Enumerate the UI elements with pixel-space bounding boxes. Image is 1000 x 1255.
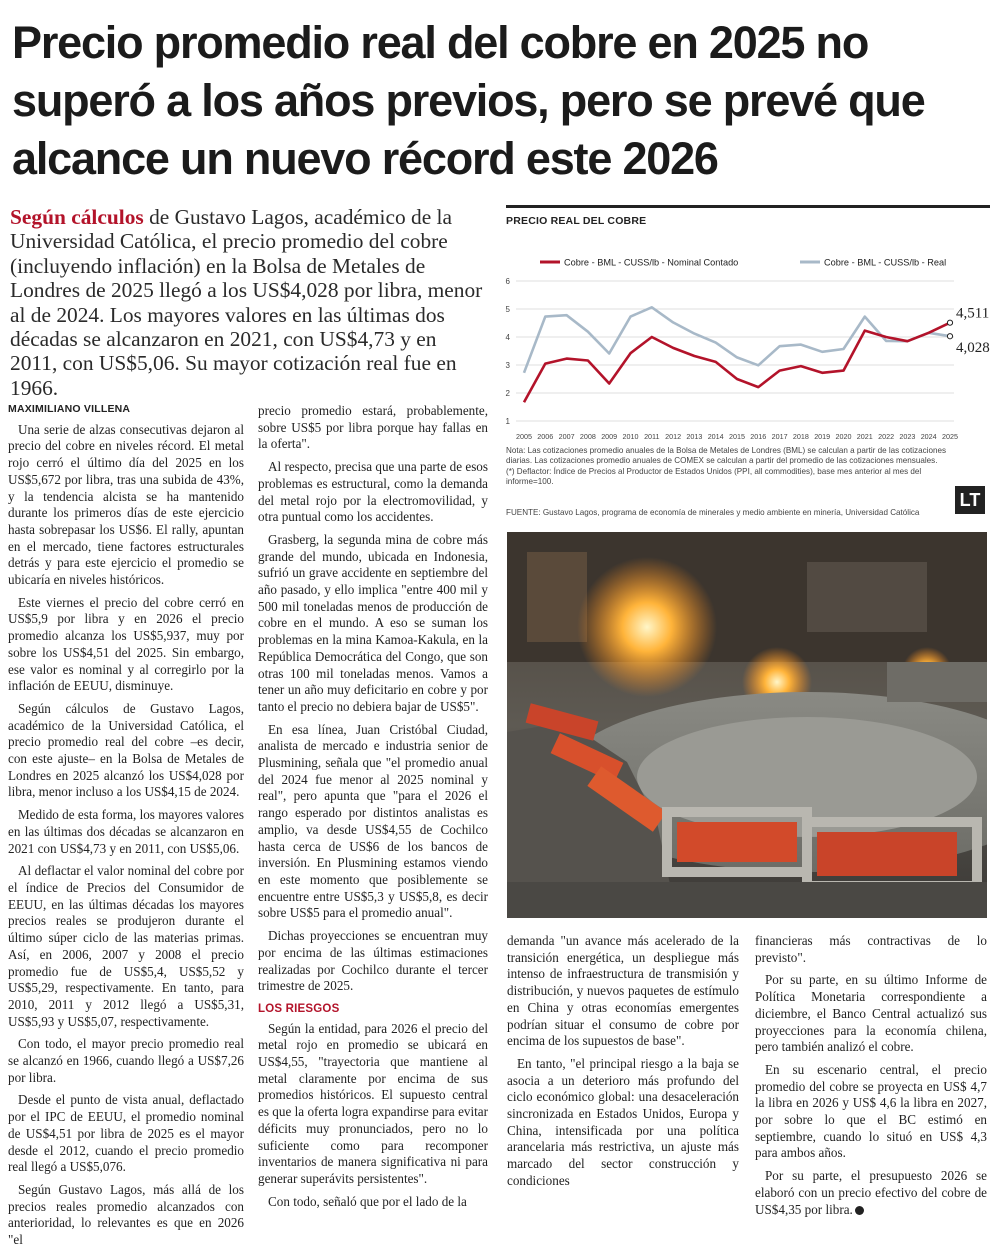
end-point [947,334,952,339]
x-tick-label: 2009 [601,432,618,441]
col1-paragraph: Este viernes el precio del cobre cerró en US$5,9 por libra y en 2026 el precio promedio alcanza los US$5,937, muy por sobre los US$4,51 del 2025. Sin embargo, ese valor es nominal y al corregirlo por la inflación de EEUU, disminuye. [8,594,244,694]
legend-label: Cobre - BML - CUSS/lb - Nominal Contado [564,257,739,268]
end-mark-icon [855,1206,864,1215]
col4-paragraph: En su escenario central, el precio promedio del cobre se proyecta en US$ 4,7 la libra en 2026 y US$ 4,6 la libra en 2027, por sobre lo que el BC estimó en septiembre, cuando lo situó en US$ 4,3 para ambos años. [755,1061,987,1161]
chart-section-title: PRECIO REAL DEL COBRE [506,205,990,227]
headline: Precio promedio real del cobre en 2025 no superó a los años previos, pero se prevé que alcance un nuevo récord este 2026 [12,17,925,184]
end-value-label: 4,028 [956,340,990,357]
x-tick-label: 2019 [814,432,831,441]
col2b-paragraph: Con todo, señaló que por el lado de la [268,1193,467,1209]
col4-paragraph: financieras más contractivas de lo previsto". [755,933,987,965]
y-tick-label: 2 [505,389,510,398]
col1-paragraph: Según cálculos de Gustavo Lagos, académico de la Universidad Católica, el precio promedio real del cobre –es decir, con este ajuste– en la Bolsa de Metales de Londres en 2025 alcanzó los US$4,028 por libra, menor incluso a los US$4,15 de 2024. [8,700,244,800]
end-point [947,320,952,325]
col1-paragraph: Desde el punto de vista anual, deflactado por el IPC de EEUU, el promedio nominal de US$4,51 por libra de 2025 es el mayor desde el 2012, cuando el precio promedio real llegó a US$5,076. [8,1092,244,1175]
col4-paragraph: Por su parte, el presupuesto 2026 se elaboró con un precio efectivo del cobre de US$4,35 por libra. [755,1168,987,1217]
x-tick-label: 2013 [686,432,703,441]
x-tick-label: 2008 [579,432,596,441]
series-line [524,307,950,373]
x-tick-label: 2006 [537,432,554,441]
col1-paragraph: Al deflactar el valor nominal del cobre por el índice de Precios del Consumidor de EEUU, en las últimas décadas los mayores precios reales se produjeron durante el último súper ciclo de las materias primas. Así, en 2006, 2007 y 2008 el precio promedio fue de US$5,4, US$5,52 y US$5,29, respectivamente. En tanto, para 2010, 2011 y 2012 llegó a US$5,31, US$5,93 y US$5,07, respectivamente. [8,863,244,1029]
col1-paragraph: Medido de esta forma, los mayores valores en las últimas dos décadas se alcanzaron en 2021 con US$4,73 y en 2011, con US$5,06. [8,807,244,856]
col1-paragraph: Con todo, el mayor precio promedio real se alcanzó en 1966, cuando llegó a US$7,26 por libra. [8,1036,244,1085]
col2a-paragraph: Dichas proyecciones se encuentran muy por encima de las últimas estimaciones realizadas por Cochilco durante el tercer trimestre de 2025. [258,928,488,994]
x-tick-label: 2024 [920,432,937,441]
col1-paragraph: Una serie de alzas consecutivas dejaron al precio del cobre en niveles récord. El metal rojo cerró el último día del 2025 en los US$5,672 por libra, tras una subida de 43%, y la tendencia alcista se ha mantenido durante los primeros días de este ejercicio hasta sobrepasar los US$6. El rally, apuntan en el mercado, tiene factores estructurales detrás y para este ejercicio el promedio se ubicaría en niveles históricos. [8,421,244,588]
x-tick-label: 2016 [750,432,767,441]
x-tick-label: 2005 [516,432,532,441]
article-column-4 [755,933,987,1224]
article-column-1 [8,401,244,1255]
chart-note: Nota: Las cotizaciones promedio anuales de la Bolsa de Metales de Londres (BML) se calculan a partir de las cotizaciones diarias. Las cotizaciones promedio anuales de COMEX se calculan a partir del promedio de las cotizaciones mensuales. (*) Deflactor: Índice de Precios al Productor de Estados Unidos (PPI, all commodities), base mes anterior al mes del informe=100. [506,446,947,486]
x-tick-label: 2007 [558,432,575,441]
x-tick-label: 2022 [878,432,895,441]
col3-paragraph: En tanto, "el principal riesgo a la baja se asocia a un deterioro más profundo del ciclo económico global: una desaceleración sincronizada en Estados Unidos, Europa y China, intensificada por una política arancelaria más restrictiva, un ajuste más marcado del sector construcción y condiciones [507,1055,739,1188]
x-tick-label: 2025 [942,432,958,441]
x-tick-label: 2018 [792,432,809,441]
copper-price-chart [496,248,992,444]
col1-paragraph: Según Gustavo Lagos, más allá de los precios reales promedio alcanzados con anterioridad, lo relevantes es que en 2026 "el [8,1181,244,1248]
y-tick-label: 5 [505,305,510,314]
col2a-paragraph: Grasberg, la segunda mina de cobre más grande del mundo, ubicada en Indonesia, sufrió un grave accidente en septiembre del año pasado, y ello implica "entre 400 mil y 500 mil toneladas menos de producción de cobre en el mundo. A eso se suman los problemas en la mina Kamoa-Kakula, en la República Democrática del Congo, que son otras 100 mil toneladas menos. Vamos a tener un año muy deficitario en cobre y por tanto el precio no debiera bajar de US$5". [258,531,488,714]
col2a-paragraph: En esa línea, Juan Cristóbal Ciudad, analista de mercado e industria senior de Plusmining, señala que "el promedio anual del 2024 fue menor al 2025 nominal y real", pero apunta que "para el 2026 el rango esperado por distintos analistas es amplio, va desde US$4,55 de Cochilco hasta cerca de US$6 de los bancos de inversión. En Plusmining estamos viendo en este momento que posiblemente se encuentre entre US$5,3 y US$5,8, es decir sobre US$5 para el promedio anual". [258,721,488,921]
legend-label: Cobre - BML - CUSS/lb - Real [824,257,947,268]
end-value-label: 4,511 [956,305,990,322]
x-tick-label: 2011 [644,432,660,441]
col2b-paragraph: Según la entidad, para 2026 el precio del metal rojo en promedio se ubicará en US$4,55, "trayectoria que mantiene al metal claramente por encima de sus promedios históricos. El supuesto central es que la oferta logra expandirse para evitar déficits muy pronunciados, pero no lo suficiente como para recomponer inventarios de manera significativa ni para generar superávits persistentes". [258,1020,488,1186]
article-column-2 [258,403,488,1216]
y-tick-label: 6 [505,277,510,286]
x-tick-label: 2015 [729,432,745,441]
col2a-paragraph: Al respecto, precisa que una parte de esos problemas es estructural, como la demanda del metal rojo por la electromovilidad, y otra puntual como los accidentes. [258,459,488,525]
x-tick-label: 2023 [899,432,916,441]
subhead-riesgos: LOS RIESGOS [258,1002,340,1015]
x-tick-label: 2010 [622,432,639,441]
smelter-photo [507,532,987,918]
lede-highlight: Según cálculos [10,205,144,229]
chart-source: FUENTE: Gustavo Lagos, programa de economía de minerales y medio ambiente en minería, Universidad Católica [506,508,920,517]
y-tick-label: 3 [505,361,510,370]
series-line [524,323,950,403]
lede-text: de Gustavo Lagos, académico de la Universidad Católica, el precio promedio del cobre (incluyendo inflación) en la Bolsa de Metales de Londres de 2025 llegó a los US$4,028 por libra, menor al de 2024. Los mayores valores en las últimas dos décadas se alcanzaron en 2021, con US$4,73 y en 2011, con US$5,06. Su mayor cotización real fue en 1966. [10,205,483,400]
x-tick-label: 2014 [707,432,724,441]
col4-paragraph: Por su parte, en su último Informe de Política Monetaria correspondiente a diciembre, el Banco Central actualizó sus proyecciones para la economía chilena, pero también analizó el cobre. [755,972,987,1055]
lede [10,205,488,400]
x-tick-label: 2020 [835,432,852,441]
y-tick-label: 1 [505,417,510,426]
x-tick-label: 2021 [856,432,873,441]
col3-paragraph: demanda "un avance más acelerado de la transición energética, un despliegue más intenso de infraestructura de transmisión y distribución, y nuevos paquetes de estímulo en China y otras economías emergentes podrían situar el consumo de cobre por encima de los supuestos de base". [507,933,739,1049]
lt-logo: LT [955,486,985,514]
byline: MAXIMILIANO VILLENA [8,403,131,415]
x-tick-label: 2017 [771,432,788,441]
article-column-3 [507,933,739,1196]
x-tick-label: 2012 [665,432,682,441]
y-tick-label: 4 [505,333,510,342]
col2a-paragraph: precio promedio estará, probablemente, sobre US$5 por libra porque hay fallas en la oferta". [258,403,488,452]
